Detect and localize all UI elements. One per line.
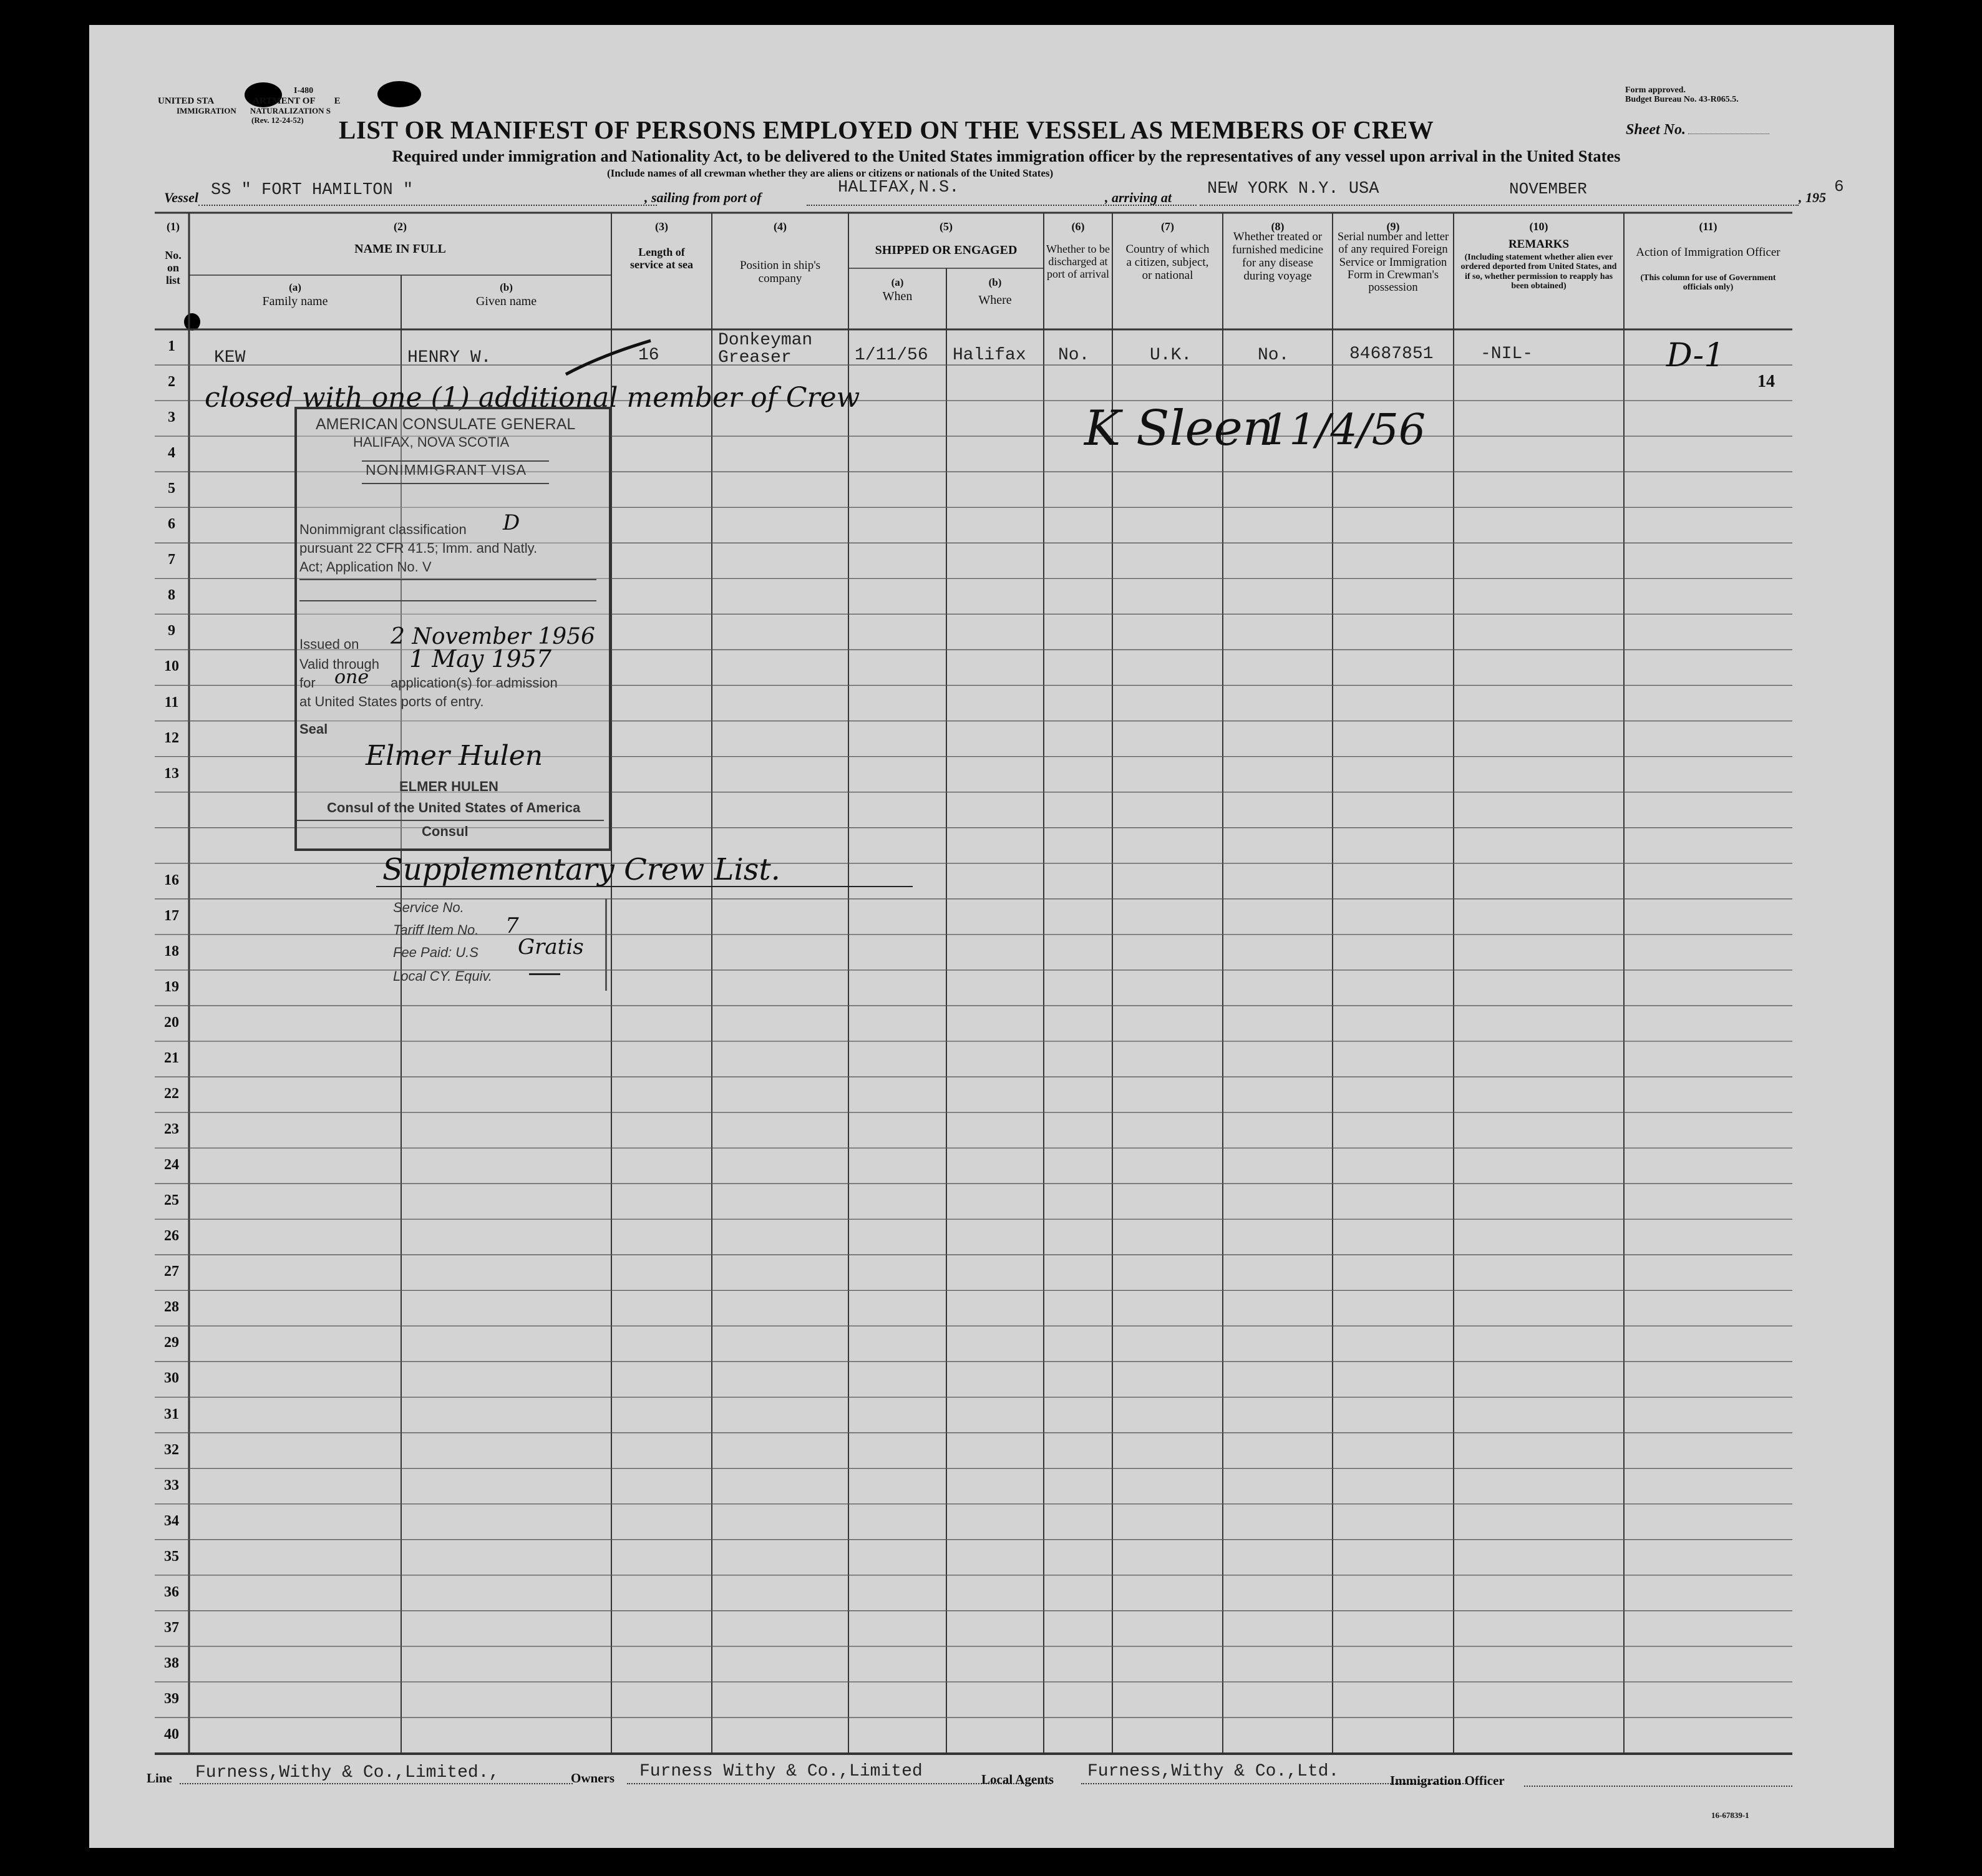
footer-owners-value: Furness Withy & Co.,Limited [639,1762,923,1781]
stamp-issued-label: Issued on [299,636,359,652]
fee-local-label: Local CY. Equiv. [393,968,492,984]
arriving-value: NEW YORK N.Y. USA [1207,180,1379,198]
col-5b-label: Where [978,293,1012,307]
row-number: 1 [168,338,175,354]
fee-paid-value: Gratis [518,935,584,960]
row-number: 26 [164,1228,179,1245]
col-4-label: Position in ship's company [739,259,821,285]
row-number: 25 [164,1192,179,1209]
stamp-valid-label: Valid through [299,656,380,672]
col-6-label: Whether to be discharged at port of arrival [1046,243,1110,280]
row-number: 2 [168,374,175,391]
col-5a-label: When [882,289,913,303]
col-10-num: (10) [1529,220,1548,233]
service-length: 16 [638,346,659,365]
footer-line-label: Line [147,1771,172,1786]
stamp-consul-name: ELMER HULEN [399,779,498,794]
page-title: LIST OR MANIFEST OF PERSONS EMPLOYED ON THE VESSEL AS MEMBERS OF CREW [339,115,1434,144]
vessel-label: Vessel [164,190,198,205]
remarks-value: -NIL- [1480,344,1533,364]
col-2b-label: Given name [475,294,537,308]
footer-officer-label: Immigration Officer [1390,1773,1505,1788]
row-number: 6 [168,516,175,533]
fee-service-label: Service No. [393,900,464,915]
col-5b-sub: (b) [988,276,1002,288]
form-approved: Form approved. [1625,85,1686,95]
row-number: 40 [164,1726,179,1742]
col-11-note: (This column for use of Government officials only) [1640,273,1776,293]
sheet-no: Sheet No. [1626,122,1769,138]
row-number: 19 [164,978,179,995]
footer-owners-label: Owners [571,1771,615,1786]
col-8-num: (8) [1271,220,1285,233]
col-9-label: Serial number and letter of any required Foreign Service or Immigration Form in Crewman's possession [1337,231,1449,294]
col-2b-sub: (b) [500,281,513,293]
row-number: 28 [164,1299,179,1316]
col-7-label: Country of which a citizen, subject, or national [1125,243,1210,282]
revision-date: (Rev. 12-24-52) [251,115,304,125]
col-10-label: REMARKS [1508,238,1570,251]
col-7-num: (7) [1161,220,1174,233]
country-value: U.K. [1150,346,1192,365]
manifest-page [89,25,1894,1848]
stamp-seal: Seal [299,721,328,737]
row-number: 10 [164,658,179,675]
col-3-num: (3) [655,220,668,233]
col-1-label: No. on list [165,249,182,286]
row-number: 11 [164,694,179,711]
col-5a-sub: (a) [891,276,904,288]
row-number: 23 [164,1121,179,1138]
row-number: 12 [164,729,179,746]
stamp-line-3: NONIMMIGRANT VISA [366,462,527,478]
year-value: 6 [1834,177,1844,196]
fee-stamp [393,898,607,991]
fee-paid-label: Fee Paid: U.S [393,945,478,960]
visa-stamp [294,407,611,851]
col-2-label: NAME IN FULL [354,242,446,256]
footer-line-value: Furness,Withy & Co.,Limited., [195,1763,500,1782]
row-number: 31 [164,1406,179,1422]
discharged-value: No. [1058,346,1090,365]
officer-action: D-1 [1666,337,1725,374]
engaged-where: Halifax [953,346,1026,365]
row-number: 36 [164,1583,179,1600]
stamp-valid-value: 1 May 1957 [409,645,552,673]
stamp-line-2: HALIFAX, NOVA SCOTIA [353,434,510,450]
engaged-when: 1/11/56 [855,346,928,365]
stamp-issued-value: 2 November 1956 [391,624,595,649]
row-number: 35 [164,1548,179,1565]
col-5-label: SHIPPED OR ENGAGED [875,243,1018,257]
col-3-label: Length of service at sea [630,246,693,271]
col-2a-label: Family name [262,294,328,308]
arriving-label: , arriving at [1105,190,1172,205]
row-number: 22 [164,1086,179,1102]
row-number: 8 [168,587,175,604]
given-name: HENRY W. [407,348,492,367]
row-number: 30 [164,1370,179,1387]
stamp-for-label: for [299,675,316,691]
row-number: 3 [168,409,175,426]
col-8-label: Whether treated or furnished medicine for any disease during voyage [1231,230,1324,283]
stamp-pursuant: pursuant 22 CFR 41.5; Imm. and Natly. [299,540,538,556]
year-label: , 195 [1799,190,1826,205]
row-number: 37 [164,1619,179,1636]
family-name: KEW [214,348,246,367]
stamp-for-value: one [334,666,369,688]
row-number: 17 [164,907,179,924]
fee-tariff-label: Tariff Item No. [393,922,479,938]
col-11-label: Action of Immigration Officer [1636,246,1780,259]
col-9-num: (9) [1386,220,1400,233]
row-number: 4 [168,445,175,462]
position-line-1: Donkeyman [718,331,813,350]
stamp-classification-value: D [503,510,520,535]
col-2a-sub: (a) [289,281,301,293]
row-number: 7 [168,552,175,568]
medicine-value: No. [1258,346,1290,365]
footer-agents-value: Furness,Withy & Co.,Ltd. [1087,1762,1339,1781]
sailing-value: HALIFAX,N.S. [838,178,959,197]
footer-agents-label: Local Agents [981,1772,1054,1787]
fee-tariff-value: 7 [505,913,519,938]
row-number: 13 [164,765,179,782]
serial-value: 84687851 [1349,344,1434,364]
col-11-num: (11) [1699,220,1717,233]
stamp-application-text: application(s) for admission [391,675,558,691]
stamp-application: Act; Application No. V [299,559,432,575]
row-number: 29 [164,1334,179,1351]
row-number: 9 [168,623,175,639]
row-number: 18 [164,943,179,960]
col-6-num: (6) [1071,220,1085,233]
row-number: 34 [164,1512,179,1529]
stamp-consul-title: Consul of the United States of America [327,800,581,815]
sailing-label: , sailing from port of [644,190,762,205]
form-number: I-480 [294,86,314,95]
row-number: 32 [164,1441,179,1458]
subnote: (Include names of all crewman whether they are aliens or citizens or nationals of the United States) [607,167,1054,179]
print-code: 16-67839-1 [1711,1810,1749,1820]
col-4-num: (4) [774,220,787,233]
month-value: NOVEMBER [1509,180,1587,198]
row-number: 20 [164,1014,179,1031]
col-5-num: (5) [940,220,953,233]
stamp-line-1: AMERICAN CONSULATE GENERAL [316,416,576,433]
row-number: 38 [164,1655,179,1671]
row-number: 33 [164,1477,179,1494]
officer-date: 11/4/56 [1262,406,1426,455]
col-10-note: (Including statement whether alien ever ordered deported from United States, and if so, whether permission to reapply has been obtained) [1460,253,1617,291]
budget-bureau: Budget Bureau No. 43-R065.5. [1625,95,1739,104]
stamp-classification-label: Nonimmigrant classification [299,522,467,537]
stamp-ports: at United States ports of entry. [299,694,484,709]
subtitle: Required under immigration and Nationality Act, to be delivered to the United States immigration officer by the representatives of any vessel upon arrival in the United States [392,147,1621,165]
officer-signature: K Sleen [1084,401,1275,457]
stamp-consul: Consul [422,824,469,839]
row-number: 16 [164,872,179,888]
pen-stroke [563,337,657,381]
closed-note: closed with one (1) additional member of Crew [205,382,860,414]
supplementary-note: Supplementary Crew List. [382,852,780,887]
agency-line-2: IMMIGRATION NATURALIZATION S [177,106,331,115]
consul-signature: Elmer Hulen [366,740,543,772]
officer-action-note: 14 [1757,372,1775,391]
vessel-value: SS " FORT HAMILTON " [211,181,414,200]
row-number: 39 [164,1690,179,1707]
agency-line-1: UNITED STA ARTMENT OF E [158,96,341,106]
position-line-2: Greaser [718,348,792,367]
row-number: 21 [164,1050,179,1066]
row-number: 27 [164,1263,179,1280]
row-number: 24 [164,1157,179,1174]
row-number: 5 [168,480,175,497]
col-1-num: (1) [167,220,180,233]
col-2-num: (2) [394,220,407,233]
